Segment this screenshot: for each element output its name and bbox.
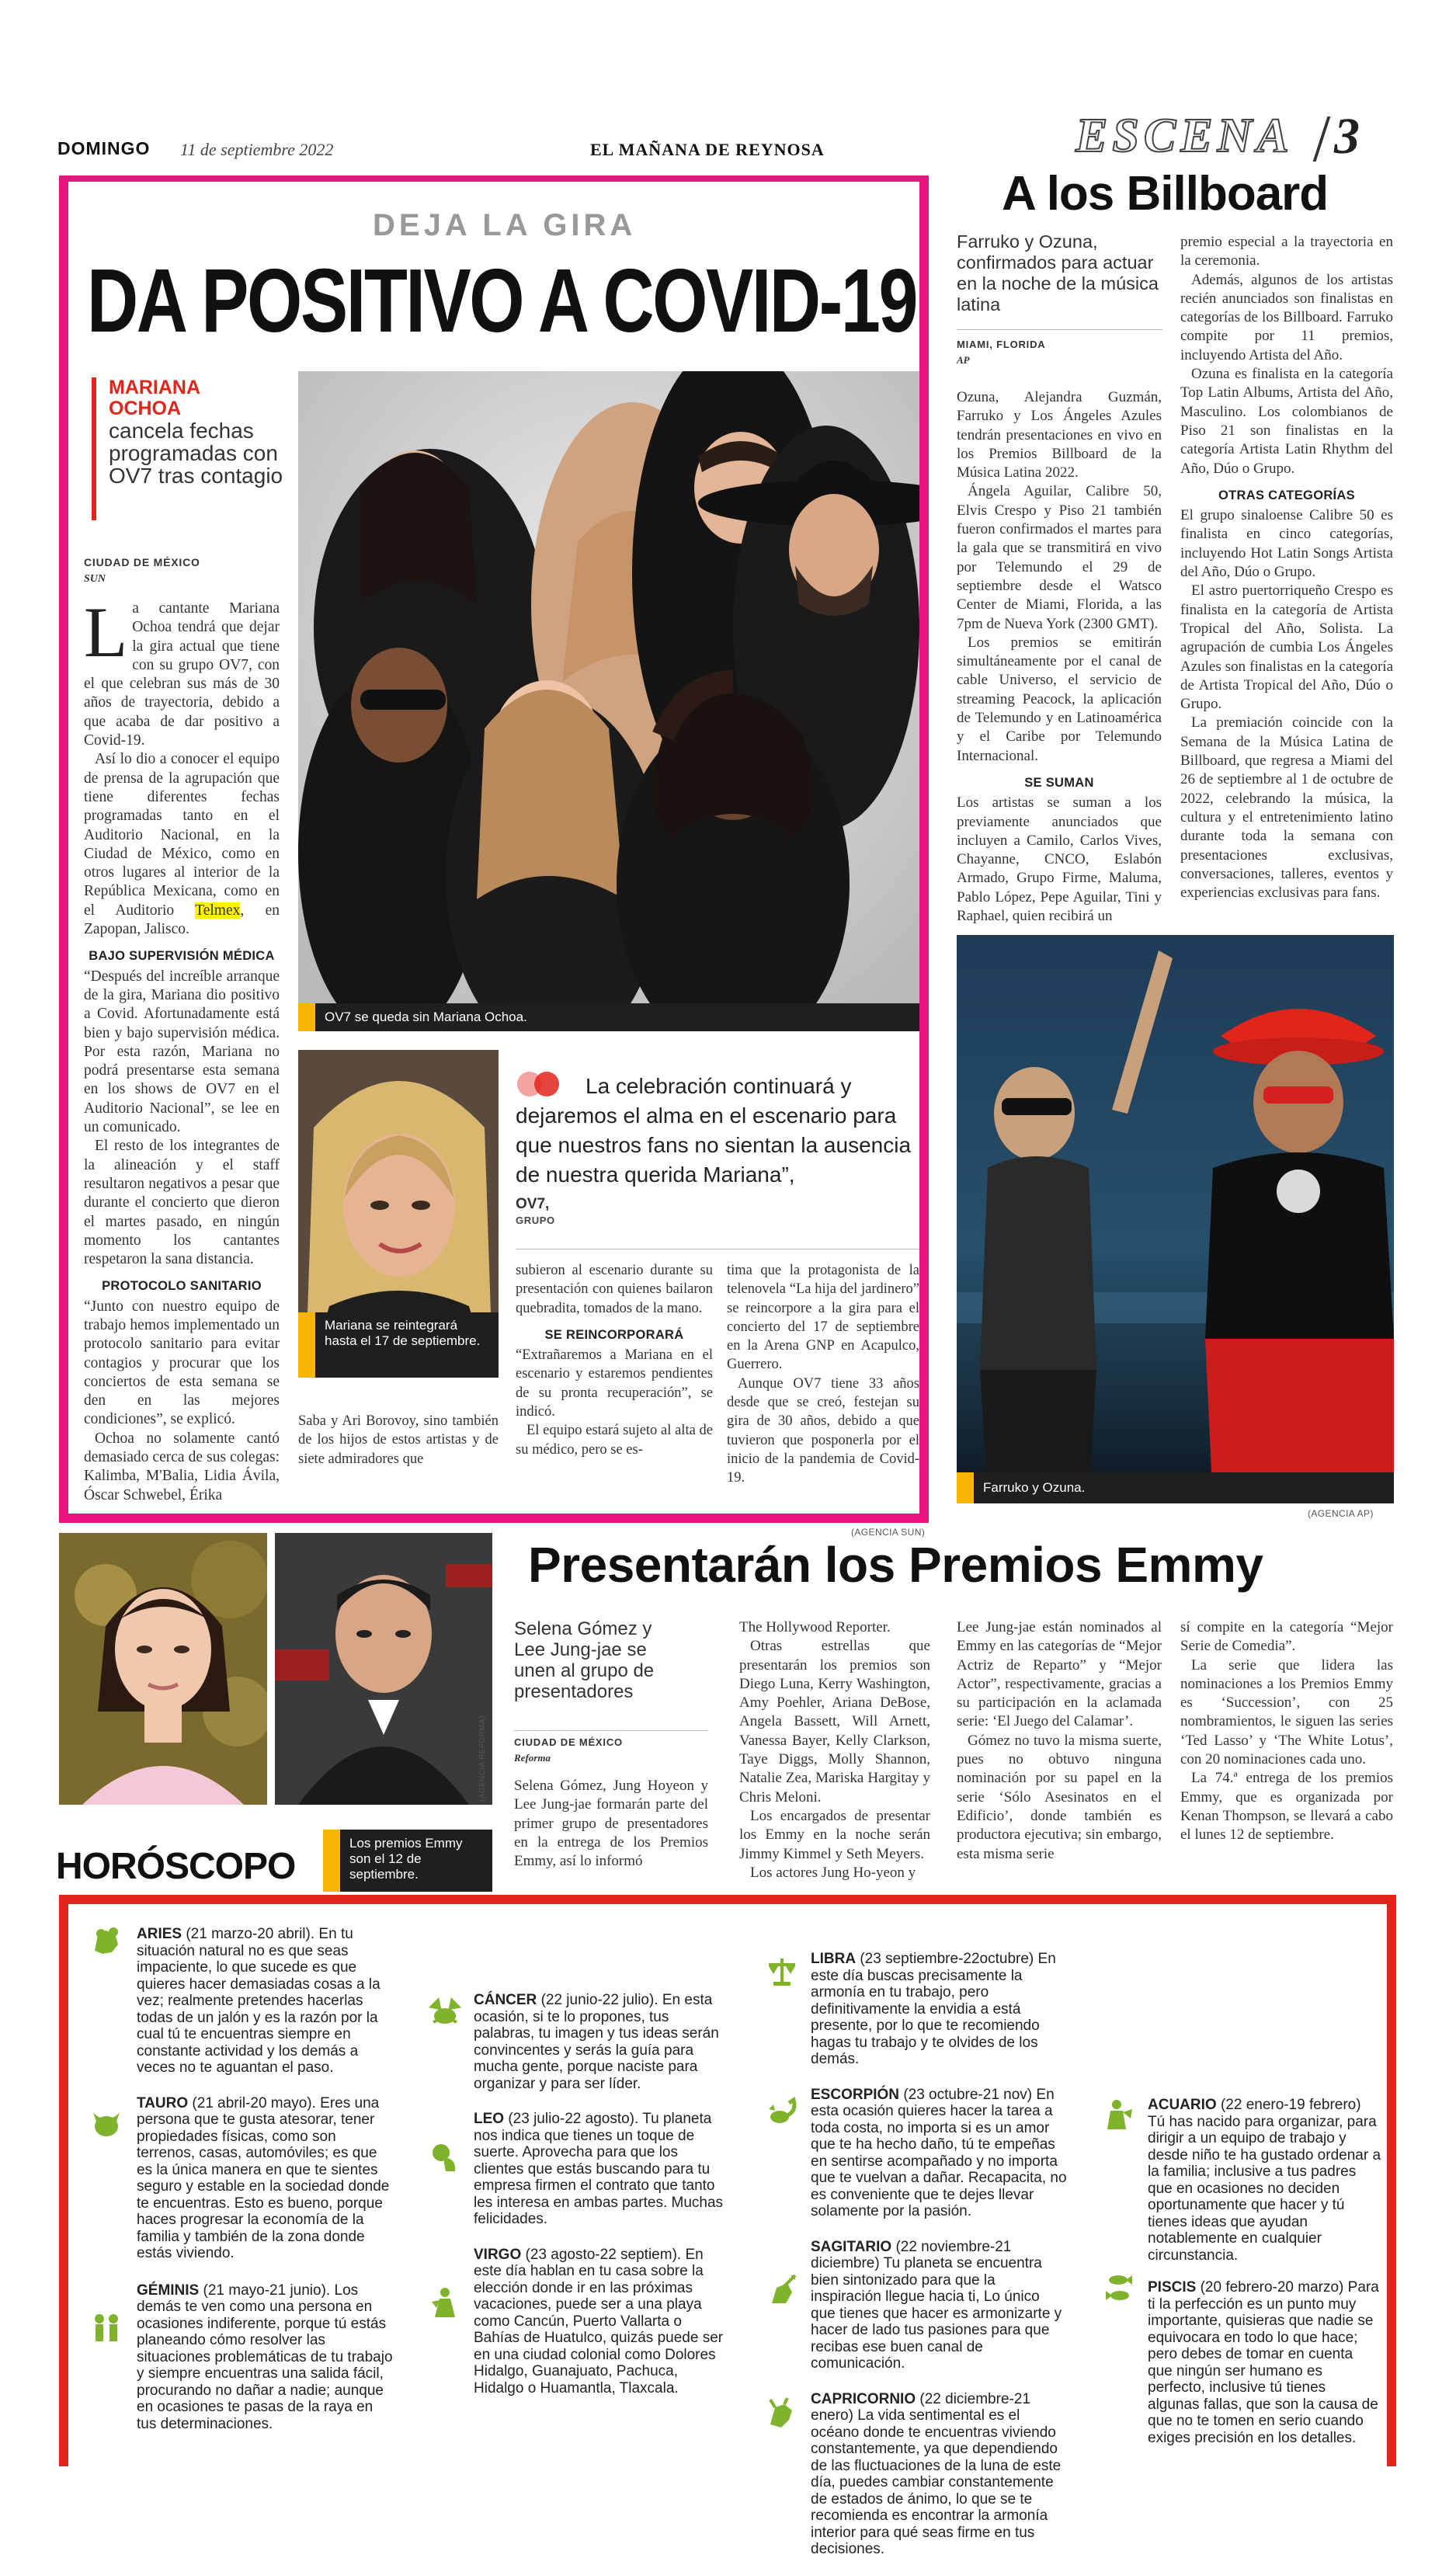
leo-icon [429,2140,461,2174]
billboard-agency: AP [957,354,970,366]
billboard-subhead-rule [957,329,1162,330]
mariana-portrait-caption: Mariana se reintegrará hasta el 17 de septiembre. [298,1312,499,1378]
section-slash [1313,116,1331,162]
horoscope-col4 [1148,2097,1381,2446]
emmy-headline: Presentarán los Premios Emmy [528,1537,1263,1593]
section-title: ESCENA [1075,109,1294,162]
billboard-dateline: MIAMI, FLORIDA [957,339,1046,350]
covid-col4: tima que la protagonista de la telenovela “La hija del jardinero” se reincorpore a la gira para el concierto del 17 de septiembre en la Arena GNP en Acapulco, Guerrero. Aunque OV7 tiene 33 años desde que se creó, festejan su gira de 30 años, debido a que tuvieron que posponerla por el inicio de la pandemia de Covid-19. [727,1263,919,1486]
ov7-group-image [298,371,919,1031]
libra-icon [766,1954,798,1988]
gemini-icon [90,2311,123,2345]
billboard-col2: premio especial a la trayectoria en la ceremonia. Además, algunos de los artistas recién anunciados son finalistas en categorías de los Billboard. Farruko compite por 11 premios, incluyendo Artista del Año. Ozuna es finalista en la categoría Top Latin Albums, Artista del Año, Masculino. Los colombianos de Piso 21 son finalistas en la categoría Artista Latin Rhythm del Año, Dúo o Grupo. OTRAS CATEGORÍAS El grupo sinaloense Calibre 50 es finalista en cinco categorías, incluyendo Hot Latin Songs Artista del Año, Dúo o Grupo. El astro puertorriqueño Crespo es finalista en la categoría de Artista Tropical del Año, Solista. La agrupación de cumbia Los Ángeles Azules son finalistas en la categoría de Artista Tropical del Año, Dúo o Grupo. La premiación coincide con la Semana de la Música Latina de Billboard, que regresa a Miami del 26 de septiembre al 1 de octubre de 2022, celebrando la música, la cultura y el entretenimiento latino durante toda la semana con presentaciones exclusivas, conversaciones, talleres, eventos y experiencias exclusivas para fans. [1180,234,1393,902]
subhead-se-suman: SE SUMAN [1024,775,1094,790]
horoscope-sagitario: SAGITARIO (22 noviembre-21 diciembre) Tu planeta se encuentra bien sintonizado para que la inspiración llegue hacia ti, Lo único que tienes que hacer es armonizarte y hacer de lado tus pasiones para que recibas ese buen canal de comunicación. [811,2238,1062,2372]
horoscope-col3 [811,1951,1067,2558]
aries-icon [90,1924,123,1958]
horoscope-cancer: CÁNCER (22 junio-22 julio). En esta ocasión, si te lo propones, tus palabras, tu imagen y tus ideas serán convincentes y serás la guía para mucha gente, porque naciste para organizar y para ser líder. [474,1992,719,2092]
subhead-se-reincorporara: SE REINCORPORARÁ [544,1327,684,1342]
drop-cap: L [84,593,128,672]
covid-subhead-bar [92,377,96,520]
cancer-icon [429,1996,461,2030]
billboard-subhead: Farruko y Ozuna, confirmados para actuar en la noche de la música latina [957,231,1159,315]
covid-col3: subieron al escenario durante su presentación con quienes bailaron quebradita, tomados de la mano. SE REINCORPORARÁ “Extrañaremos a Mariana en el escenario y estaremos pendientes de su pronta recuperación”, se indicó. El equipo estará sujeto al alta de su médico, pero se es- [516,1263,713,1458]
covid-subhead-name: MARIANA OCHOA [109,377,200,419]
selena-gomez-image [59,1533,267,1805]
emmy-col3: Lee Jung-jae están nominados al Emmy en las categorías de “Mejor Actriz de Reparto” y “Mejor Actor”, respectivamente, gracias a su participación en la aclamada serie: ‘El Juego del Calamar’. Gómez no tuvo la misma suerte, pues no obtuvo ninguna nominación por su papel en la serie ‘Sólo Asesinatos en el Edificio’, donde también es productora ejecutiva; sin embargo, esta misma serie [957,1619,1162,1862]
quote-role: GRUPO [516,1215,555,1226]
header-date: 11 de septiembre 2022 [180,140,334,159]
covid-kicker: DEJA LA GIRA [373,208,637,242]
billboard-headline: A los Billboard [1002,167,1329,221]
selena-gomez-photo [59,1533,267,1805]
taurus-icon [90,2106,123,2140]
ov7-photo-caption: OV7 se queda sin Mariana Ochoa. [298,1003,919,1031]
emmy-col4: sí compite en la categoría “Mejor Serie de Comedia”. La serie que lidera las nominaciones a los Premios Emmy es ‘Succession’, con 25 nombramientos, le siguen las series ‘Ted Lasso’ y ‘The White Lotus’, con 20 nominaciones cada uno. La 74.ª entrega de los premios Emmy, que es organizada por Kenan Thompson, se llevará a cabo el lunes 12 de septiembre. [1180,1619,1393,1844]
subhead-bajo-supervision: BAJO SUPERVISIÓN MÉDICA [89,949,275,964]
header-day: DOMINGO [57,138,151,158]
horoscope-virgo: VIRGO (23 agosto-22 septiem). En este día hablan en tu casa sobre la elección donde ir en las próximas vacaciones, puede ser a una playa como Cancún, Puerto Vallarta o Bahías de Huatulco, quizás puede ser en una ciudad colonial como Dolores Hidalgo, Guanajuato, Pachuca, Hidalgo o Huamantla, Tlaxcala. [474,2246,724,2396]
lee-jung-jae-photo [275,1533,492,1805]
covid-headline: DA POSITIVO A COVID-19 [87,250,917,351]
emmy-dateline: CIUDAD DE MÉXICO [514,1736,623,1748]
emmy-col2: The Hollywood Reporter. Otras estrellas que presentarán los premios son Diego Luna, Kerry Washington, Amy Poehler, Ariana DeBose, Angela Bassett, Will Arnett, Vanessa Bayer, Kelly Clarkson, Taye Diggs, Molly Shannon, Natalie Zea, Mariska Hargitay y Chris Meloni. Los encargados de presentar los Emmy en la noche serán Jimmy Kimmel y Seth Meyers. Los actores Jung Ho-yeon y [739,1619,930,1881]
pull-quote: La celebración continuará y dejaremos el alma en el escenario para que nuestros fans no sientan la ausencia de nuestra querida Mariana”, [516,1074,912,1187]
emmy-credit: (AGENCIA REFORMA) [478,1715,487,1802]
horoscope-aries: ARIES (21 marzo-20 abril). En tu situación natural no es que seas impaciente, lo que sucede es que quieres hacer demasiadas cosas a la vez; realmente pretendes hacerlas todas de un jalón y es la razón por la cual tú te encuentras siempre en constante actividad y los demás a veces no te aguantan el paso. [137,1926,381,2076]
lee-jung-jae-image [275,1533,492,1805]
emmy-photo-caption: Los premios Emmy son el 12 de septiembre. [323,1830,492,1892]
pisces-icon [1103,2271,1135,2305]
horoscope-col1 [137,1926,393,2432]
horoscope-leo: LEO (23 julio-22 agosto). Tu planeta nos indica que tienes un toque de suerte. Aprovecha para que los clientes que estás buscando para tu empresa firmen el contrato que tanto les interesa en ambas partes. Muchas felicidades. [474,2111,724,2227]
scorpio-icon [766,2094,798,2128]
horoscope-piscis: PISCIS (20 febrero-20 marzo) Para ti la perfección es un punto muy importante, quisieras que nadie se equivocara en todo lo que hace; pero debes de tomar en cuenta que ningún ser humano es perfecto, inclusive tú tienes algunas fallas, que son la causa de que no te tomen en serio cuando exiges precisión en los detalles. [1148,2279,1379,2446]
covid-col1: La cantante Mariana Ochoa tendrá que dejar la gira actual que tiene con su grupo OV7, con el que celebran sus más de 30 años de trayectoria, debido a que acaba de dar positivo a Covid-19. Así lo dio a conocer el equipo de prensa de la agrupación que tiene diferentes fechas programadas tanto en el Auditorio Nacional, en la Ciudad de México, como en otros lugares al interior de la República Mexicana, como en el Auditorio Telmex, en Zapopan, Jalisco. BAJO SUPERVISIÓN MÉDICA “Después del increíble arranque de la gira, Mariana dio positivo a Covid. Afortunadamente está bien y bajo supervisión médica. Por esta razón, Mariana no podrá presentarse esta semana en los shows de OV7 en el Auditorio Nacional”, se lee en un comunicado. El resto de los integrantes de la alineación y el staff resultaron negativos a pesar que durante el concierto que dieron el martes pasado, en ningún momento los cantantes respetaron la sana distancia. PROTOCOLO SANITARIO “Junto con nuestro equipo de trabajo hemos implementado un protocolo sanitario para evitar contagios y procurar que los conciertos de esta semana se den en las mejores condiciones”, se explicó. Ochoa no solamente cantó demasiado cerca de sus colegas: Kalimba, M'Balia, Lidia Ávila, Óscar Schwebel, Érika [84,593,280,1503]
subhead-otras-categorias: OTRAS CATEGORÍAS [1218,488,1355,502]
subhead-protocolo: PROTOCOLO SANITARIO [102,1279,262,1294]
horoscope-capricornio: CAPRICORNIO (22 diciembre-21 enero) La vida sentimental es el océano donde te encuentras viviendo constantemente, ya que dependiendo de las fluctuaciones de la luna de este día, puedes cambiar constantemente de estados de ánimo, lo que se te recomienda es encontrar la armonía interior para qué seas firme en tus decisiones. [811,2390,1062,2557]
billboard-col1: Ozuna, Alejandra Guzmán, Farruko y Los Ángeles Azules tendrán presentaciones en vivo en los Premios Billboard de la Música Latina 2022. Ángela Aguilar, Calibre 50, Elvis Crespo y Piso 21 también fueron confirmados el martes para la gala que se transmitirá en vivo por Telemundo el 29 de septiembre desde el Watsco Center de Miami, Florida, a las 7pm de Nueva York (2300 GMT). Los premios se emitirán simultáneamente por el canal de cable Universo, el servicio de streaming Peacock, la aplicación de Telemundo y en Latinoamérica y el Caribe por Telemundo Internacional. SE SUMAN Los artistas se suman a los previamente anunciados que incluyen a Camilo, Carlos Vives, Chayanne, CNCO, Eslabón Armado, Grupo Firme, Maluma, Pablo López, Pepe Aguilar, Tini y Raphael, quien recibirá un [957,389,1162,925]
covid-dateline: CIUDAD DE MÉXICO [84,556,200,568]
virgo-icon [429,2286,461,2320]
horoscope-col2 [474,1992,730,2396]
emmy-agency: Reforma [514,1752,551,1764]
horoscope-geminis: GÉMINIS (21 mayo-21 junio). Los demás te ven como una persona en ocasiones indiferente, porque tú estás planeando cómo resolver las situaciones problemáticas de tu trabajo y siempre encuentras una salida fácil, procurando no dañar a nadie; aunque en ocasiones te pasas de la raya en tus determinaciones. [137,2282,393,2432]
emmy-subhead: Selena Gómez y Lee Jung-jae se unen al grupo de presentadores [514,1618,655,1702]
sagittarius-icon [766,2272,798,2306]
billboard-credit: (AGENCIA AP) [1308,1508,1374,1519]
farruko-ozuna-photo [957,935,1394,1503]
emmy-col1: Selena Gómez, Jung Hoyeon y Lee Jung-jae formarán parte del primer grupo de presentadores en la entrega de los Premios Emmy, así lo informó [514,1778,708,1870]
horoscope-libra: LIBRA (23 septiembre-22octubre) En este día buscas precisamente la armonía en tu trabajo, pero definitivamente la envidia a está presente, por lo que te recomiendo hagas tu trabajo y te olvides de los demás. [811,1951,1056,2067]
covid-subhead-text: cancela fechas programadas con OV7 tras contagio [109,419,283,488]
farruko-ozuna-image [957,935,1394,1503]
horoscope-title: HORÓSCOPO [56,1846,296,1887]
covid-credit: (AGENCIA SUN) [851,1527,926,1538]
emmy-subhead-rule [514,1730,708,1731]
page-number: 3 [1334,108,1360,165]
ov7-group-photo [298,371,919,1031]
header-paper: EL MAÑANA DE REYNOSA [590,140,825,159]
covid-agency: SUN [84,573,106,585]
quote-author: OV7, [516,1196,550,1212]
horoscope-escorpion: ESCORPIÓN (23 octubre-21 nov) En esta ocasión quieres hacer la tarea a toda costa, no importa si es un amor que te ha hecho daño, tú te empeñas en sentirse acompañado y no importa que te vuelvan a dañar. Recapacita, no es conveniente que te dejes llevar solamente por la pasión. [811,2086,1067,2219]
covid-col2: Saba y Ari Borovoy, sino también de los hijos de estos artistas y de siete admiradores que [298,1413,499,1467]
horoscope-acuario: ACUARIO (22 enero-19 febrero) Tú has nacido para organizar, para dirigir a un equipo de trabajo y desde niño te ha gustado ordenar a la familia; inclusive a tus padres que en ocasiones no deciden oportunamente que hacer y tú tienes ideas que ayudan notablemente en cualquier circunstancia. [1148,2097,1381,2264]
aquarius-icon [1103,2098,1135,2132]
capricorn-icon [766,2396,798,2431]
covid-story-top-bar [59,176,929,182]
horoscope-tauro: TAURO (21 abril-20 mayo). Eres una persona que te gusta atesorar, tener propiedades físicas, como son terrenos, casas, automóviles; es que es la única manera en que te sientes seguro y estable en la sociedad donde te encuentras. Esto es bueno, porque haces progresar la economía de la familia y también de la zona donde estás viviendo. [137,2094,390,2261]
highlighted-word: Telmex [195,902,241,919]
farruko-ozuna-caption: Farruko y Ozuna. [957,1472,1394,1503]
